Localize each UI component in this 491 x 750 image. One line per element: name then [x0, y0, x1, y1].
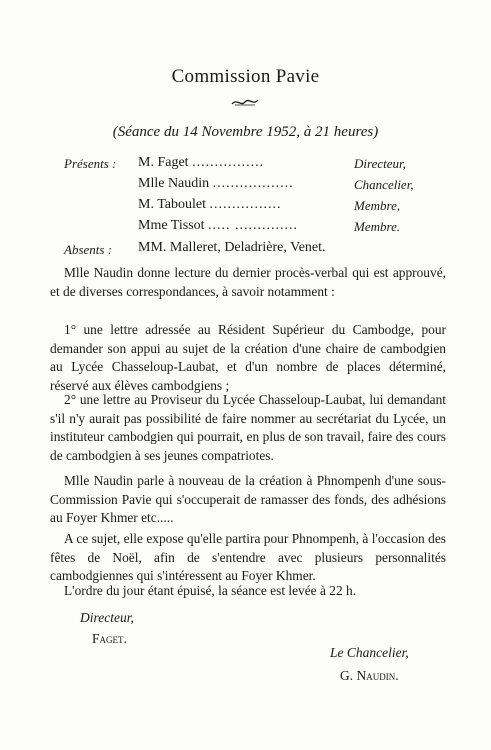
paragraph: Mlle Naudin parle à nouveau de la création à Phnompenh d'une sous-Commission Pavie qui s'occuperait de ramasser des fonds, des adhésions au Foyer Khmer etc.....	[50, 473, 446, 526]
member-role: Membre,	[354, 198, 401, 213]
member-dots: ..... ..............	[208, 218, 299, 233]
flourish-ornament	[231, 97, 259, 107]
member-name: M. Faget	[138, 155, 189, 170]
chancellor-signature-role: Le Chancelier,	[330, 645, 409, 660]
paragraph: 1° une lettre adressée au Résident Supérieur du Cambodge, pour demander son appui au sujet de la création d'une chaire de cambodgien au Lycée Chasseloup-Laubat, et d'un nombre de places déterminé, réservé aux élèves cambodgiens ;	[50, 322, 446, 393]
member-role: Chancelier,	[354, 177, 414, 192]
member-row	[138, 197, 281, 213]
paragraph: A ce sujet, elle expose qu'elle partira pour Phnompenh, à l'occasion des fêtes de Noël, afin de s'entendre avec plusieurs personnalités cambodgiennes qui s'intéressent au Foyer Khmer.	[50, 531, 446, 584]
page-title: Commission Pavie	[171, 66, 320, 87]
director-signature-role: Directeur,	[80, 610, 134, 625]
member-dots: ..................	[212, 176, 294, 191]
paragraph: L'ordre du jour étant épuisé, la séance est levée à 22 h.	[64, 583, 357, 598]
present-label: Présents :	[64, 156, 117, 171]
member-row	[138, 218, 298, 234]
member-row	[138, 176, 294, 192]
member-dots: ................	[192, 155, 265, 170]
member-dots: ................	[209, 197, 282, 212]
chancellor-signature-name: G. Naudin.	[340, 668, 399, 683]
director-signature-name: Faget.	[92, 631, 127, 646]
absent-label: Absents :	[64, 242, 113, 257]
member-row	[138, 155, 264, 171]
member-role: Membre.	[354, 219, 401, 234]
session-date: (Séance du 14 Novembre 1952, à 21 heures)	[112, 124, 379, 140]
absent-names: MM. Malleret, Deladrière, Venet.	[138, 240, 326, 255]
member-name: Mme Tissot	[138, 218, 205, 233]
member-name: M. Taboulet	[138, 197, 206, 212]
paragraph: Mlle Naudin donne lecture du dernier procès-verbal qui est approuvé, et de diverses correspondances, à savoir notamment :	[50, 265, 446, 299]
member-name: Mlle Naudin	[138, 176, 210, 191]
member-role: Directeur,	[354, 156, 406, 171]
paragraph: 2° une lettre au Proviseur du Lycée Chasseloup-Laubat, lui demandant s'il n'y aurait pas possibilité de faire nommer au secrétariat du Lycée, un instituteur cambodgien qui pourrait, en plus de son travail, faire des cours de cambodgien à ses jeunes compatriotes.	[50, 392, 446, 463]
